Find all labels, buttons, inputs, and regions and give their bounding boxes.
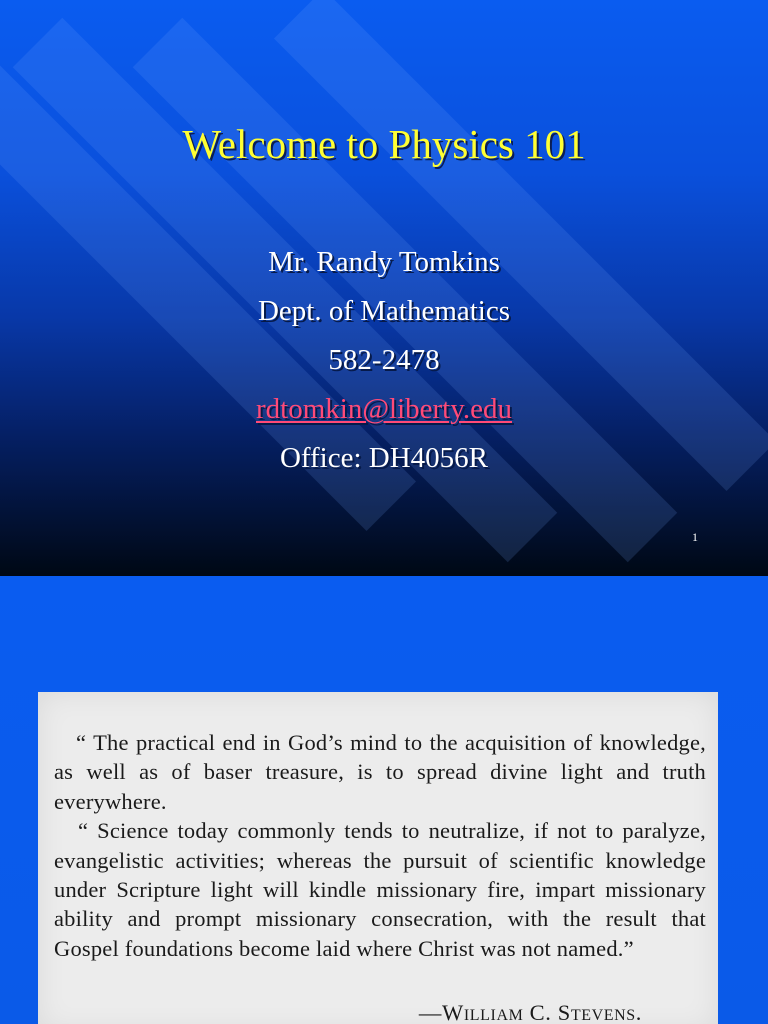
instructor-name: Mr. Randy Tomkins <box>268 246 500 278</box>
slide-number: 1 <box>692 530 698 544</box>
phone-number: 582-2478 <box>328 344 440 376</box>
quote-paragraph: “ The practical end in God’s mind to the acquisition of knowledge, as well as of baser treasure, is to spread divine light and truth everywhere. <box>54 730 706 814</box>
email-line <box>0 393 768 426</box>
slide-title: Welcome to Physics 101 <box>182 121 586 167</box>
email-link[interactable]: rdtomkin@liberty.edu <box>256 393 512 425</box>
slide-2 <box>0 576 768 1024</box>
quote-attribution: —William C. Stevens. <box>418 1000 642 1024</box>
quote-image <box>38 692 718 1024</box>
department: Dept. of Mathematics <box>257 295 511 327</box>
decorative-stripe <box>13 18 557 562</box>
office-location: Office: DH4056R <box>279 442 489 474</box>
quote-paragraph: “ Science today commonly tends to neutralize, if not to paralyze, evangelistic activities; whereas the pursuit of scientific knowledge under Scripture light will kindle missionary fire, impart missionary ability and prompt missionary consecration, with the result that Gospel foundations become laid where Christ was not named.” <box>54 818 706 961</box>
quote-text <box>54 728 706 963</box>
